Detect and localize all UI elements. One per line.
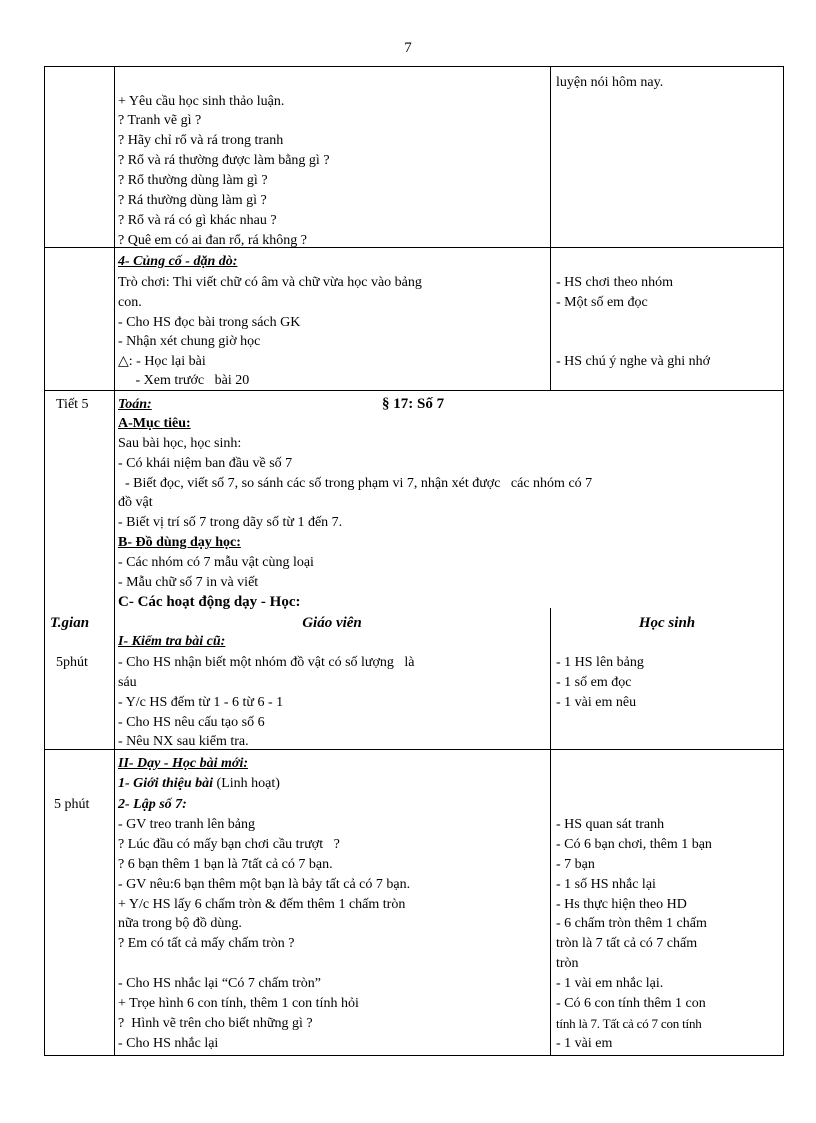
row2-teacher-line: - Nhận xét chung giờ học (118, 334, 261, 349)
part2-sub2: 2- Lập số 7: (118, 797, 187, 812)
part1-student-line: - 1 vài em nêu (556, 695, 637, 710)
part1-teacher-line: - Y/c HS đếm từ 1 - 6 từ 6 - 1 (118, 695, 284, 710)
part2-student-line: - 6 chấm tròn thêm 1 chấm (556, 916, 707, 931)
part2-student-line: - Hs thực hiện theo HD (556, 897, 687, 912)
subject-label: Toán: (118, 397, 152, 412)
part1-teacher-line: - Nêu NX sau kiểm tra. (118, 734, 249, 749)
col-divider-time (114, 66, 115, 1056)
row1-teacher-line: ? Quê em có ai đan rổ, rá không ? (118, 233, 307, 248)
part2-sub1 (118, 775, 280, 793)
row2-student-line: - HS chú ý nghe và ghi nhớ (556, 354, 710, 369)
part2-time: 5 phút (54, 797, 90, 812)
row2-student-line: - Một số em đọc (556, 295, 648, 310)
part1-time: 5phút (56, 655, 88, 670)
part2-teacher-line: - Cho HS nhắc lại (118, 1036, 219, 1051)
col-divider-student-top (550, 66, 551, 390)
objective-line: đồ vật (118, 495, 153, 510)
col-divider-student-bottom (550, 608, 551, 1056)
row1-teacher-line: ? Rổ và rá có gì khác nhau ? (118, 213, 277, 228)
row1-student-text: luyện nói hôm nay. (556, 75, 664, 90)
part2-student-line: - Có 6 con tính thêm 1 con (556, 996, 706, 1011)
part2-student-line: tính là 7. Tất cả có 7 con tính (556, 1016, 702, 1031)
part2-student-line: - HS quan sát tranh (556, 817, 665, 832)
section-b-heading: B- Đồ dùng dạy học: (118, 535, 241, 550)
period-label: Tiết 5 (56, 397, 89, 412)
row2-heading: 4- Củng cố - dặn dò: (118, 254, 238, 269)
header-time: T.gian (50, 615, 90, 631)
row1-teacher-line: ? Tranh vẽ gì ? (118, 113, 202, 128)
row2-teacher-line: - Cho HS đọc bài trong sách GK (118, 315, 301, 330)
part2-teacher-line: ? Em có tất cả mấy chấm tròn ? (118, 936, 295, 951)
part2-student-line: - Có 6 bạn chơi, thêm 1 bạn (556, 837, 712, 852)
section-c-heading: C- Các hoạt động dạy - Học: (118, 594, 301, 610)
part1-teacher-line: sáu (118, 675, 137, 690)
part1-teacher-line: - Cho HS nhận biết một nhóm đồ vật có số lượng là (118, 655, 415, 670)
part2-teacher-line: - Cho HS nhắc lại “Có 7 chấm tròn” (118, 976, 321, 991)
part2-heading: II- Dạy - Học bài mới: (118, 756, 248, 771)
row1-teacher-line: ? Hãy chỉ rổ và rá trong tranh (118, 133, 284, 148)
row2-teacher-line: - Xem trước bài 20 (118, 373, 250, 388)
row1-teacher-line: ? Rá thường dùng làm gì ? (118, 193, 267, 208)
row2-teacher-line: Trò chơi: Thi viết chữ có âm và chữ vừa học vào bảng (118, 275, 422, 290)
row1-teacher-line: ? Rổ thường dùng làm gì ? (118, 173, 268, 188)
row1-teacher-line: + Yêu cầu học sinh thảo luận. (118, 94, 285, 109)
part2-student-line: - 1 vài em nhắc lại. (556, 976, 664, 991)
part2-sub1-note: (Linh hoạt) (213, 776, 280, 791)
objective-line: - Có khái niệm ban đầu về số 7 (118, 456, 293, 471)
header-teacher: Giáo viên (302, 615, 362, 631)
material-line: - Các nhóm có 7 mẫu vật cùng loại (118, 555, 314, 570)
part2-teacher-line: ? Hình vẽ trên cho biết những gì ? (118, 1016, 313, 1031)
part2-student-line: tròn (556, 956, 579, 971)
part1-student-line: - 1 số em đọc (556, 675, 632, 690)
part2-student-line: - 1 vài em (556, 1036, 613, 1051)
part1-student-line: - 1 HS lên bảng (556, 655, 644, 670)
part2-teacher-line: - GV treo tranh lên bảng (118, 817, 255, 832)
header-student: Học sinh (638, 615, 696, 631)
objective-line: - Biết vị trí số 7 trong dãy số từ 1 đến 7. (118, 515, 343, 530)
part2-teacher-line: nữa trong bộ đồ dùng. (118, 916, 242, 931)
lesson-title: § 17: Số 7 (382, 396, 445, 412)
section-a-heading: A-Mục tiêu: (118, 416, 191, 431)
row2-teacher-line: △: - Học lại bài (118, 354, 206, 369)
part2-student-line: - 7 bạn (556, 857, 595, 872)
part1-teacher-line: - Cho HS nêu cấu tạo số 6 (118, 715, 265, 730)
part2-teacher-line: - GV nêu:6 bạn thêm một bạn là bảy tất cả có 7 bạn. (118, 877, 411, 892)
objective-line: Sau bài học, học sinh: (118, 436, 242, 451)
row1-teacher-line: ? Rổ và rá thường được làm bằng gì ? (118, 153, 330, 168)
part2-student-line: - 1 số HS nhắc lại (556, 877, 656, 892)
part1-heading: I- Kiểm tra bài cũ: (118, 634, 226, 649)
part2-teacher-line: + Y/c HS lấy 6 chấm tròn & đếm thêm 1 chấm tròn (118, 897, 406, 912)
part2-teacher-line: ? 6 bạn thêm 1 bạn là 7tất cả có 7 bạn. (118, 857, 333, 872)
row-divider-2 (44, 390, 784, 391)
page-number: 7 (404, 40, 412, 56)
part2-sub1-title: 1- Giới thiệu bài (118, 776, 214, 791)
part2-student-line: tròn là 7 tất cả có 7 chấm (556, 936, 698, 951)
row2-student-line: - HS chơi theo nhóm (556, 275, 674, 290)
part2-teacher-line: + Trọe hình 6 con tính, thêm 1 con tính hỏi (118, 996, 359, 1011)
row2-teacher-line: con. (118, 295, 142, 310)
part2-teacher-line: ? Lúc đầu có mấy bạn chơi cầu trượt ? (118, 837, 340, 852)
objective-line: - Biết đọc, viết số 7, so sánh các số trong phạm vi 7, nhận xét được các nhóm có 7 (118, 476, 593, 491)
material-line: - Mẫu chữ số 7 in và viết (118, 575, 259, 590)
